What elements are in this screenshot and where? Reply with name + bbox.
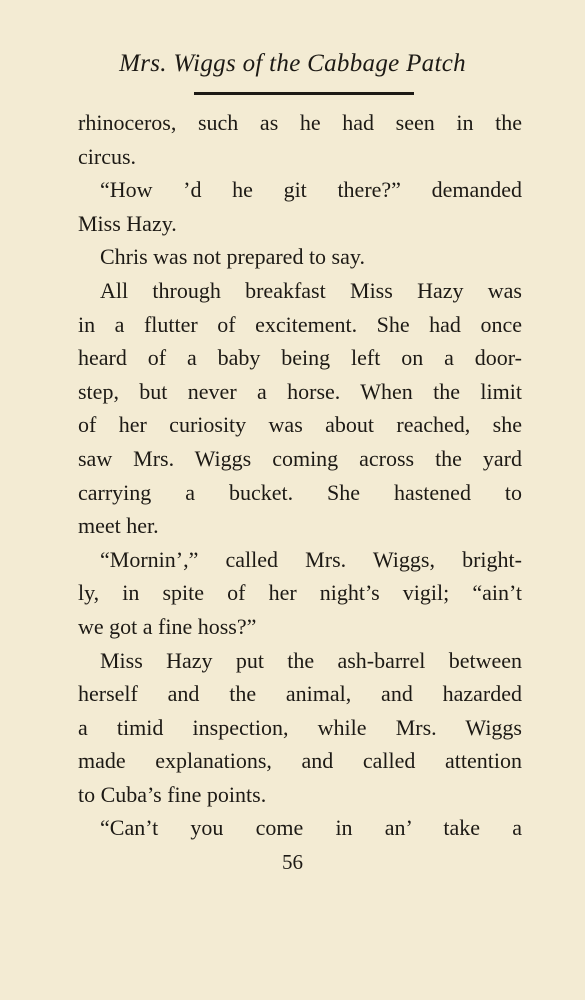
text-line: in a flutter of excitement. She had once — [78, 311, 522, 337]
text-line: Miss Hazy. — [78, 210, 177, 236]
text-line: carrying a bucket. She hastened to — [78, 479, 522, 505]
text-line: heard of a baby being left on a door- — [78, 345, 522, 371]
text-line: Chris was not prepared to say. — [100, 244, 365, 270]
header-rule — [194, 92, 414, 95]
text-line: “Mornin’,” called Mrs. Wiggs, bright- — [100, 546, 522, 572]
page-number: 56 — [282, 850, 303, 874]
text-line: made explanations, and called attention — [78, 748, 522, 774]
text-line: we got a fine hoss?” — [78, 613, 257, 639]
text-line: All through breakfast Miss Hazy was — [100, 277, 522, 303]
text-line: to Cuba’s fine points. — [78, 781, 267, 807]
body-text — [78, 106, 522, 845]
text-line: a timid inspection, while Mrs. Wiggs — [78, 714, 522, 740]
text-line: of her curiosity was about reached, she — [78, 412, 522, 438]
text-line: ly, in spite of her night’s vigil; “ain’t — [78, 580, 522, 606]
text-line: “How ’d he git there?” demanded — [100, 177, 522, 203]
text-line: rhinoceros, such as he had seen in the — [78, 110, 522, 135]
text-line: step, but never a horse. When the limit — [78, 378, 522, 404]
text-line: meet her. — [78, 513, 159, 539]
text-line: saw Mrs. Wiggs coming across the yard — [78, 445, 522, 471]
text-line: circus. — [78, 143, 137, 169]
running-head: Mrs. Wiggs of the Cabbage Patch — [119, 50, 466, 77]
text-line: herself and the animal, and hazarded — [78, 681, 522, 707]
text-line: “Can’t you come in an’ take a — [100, 815, 522, 841]
text-line: Miss Hazy put the ash-barrel between — [100, 647, 522, 673]
